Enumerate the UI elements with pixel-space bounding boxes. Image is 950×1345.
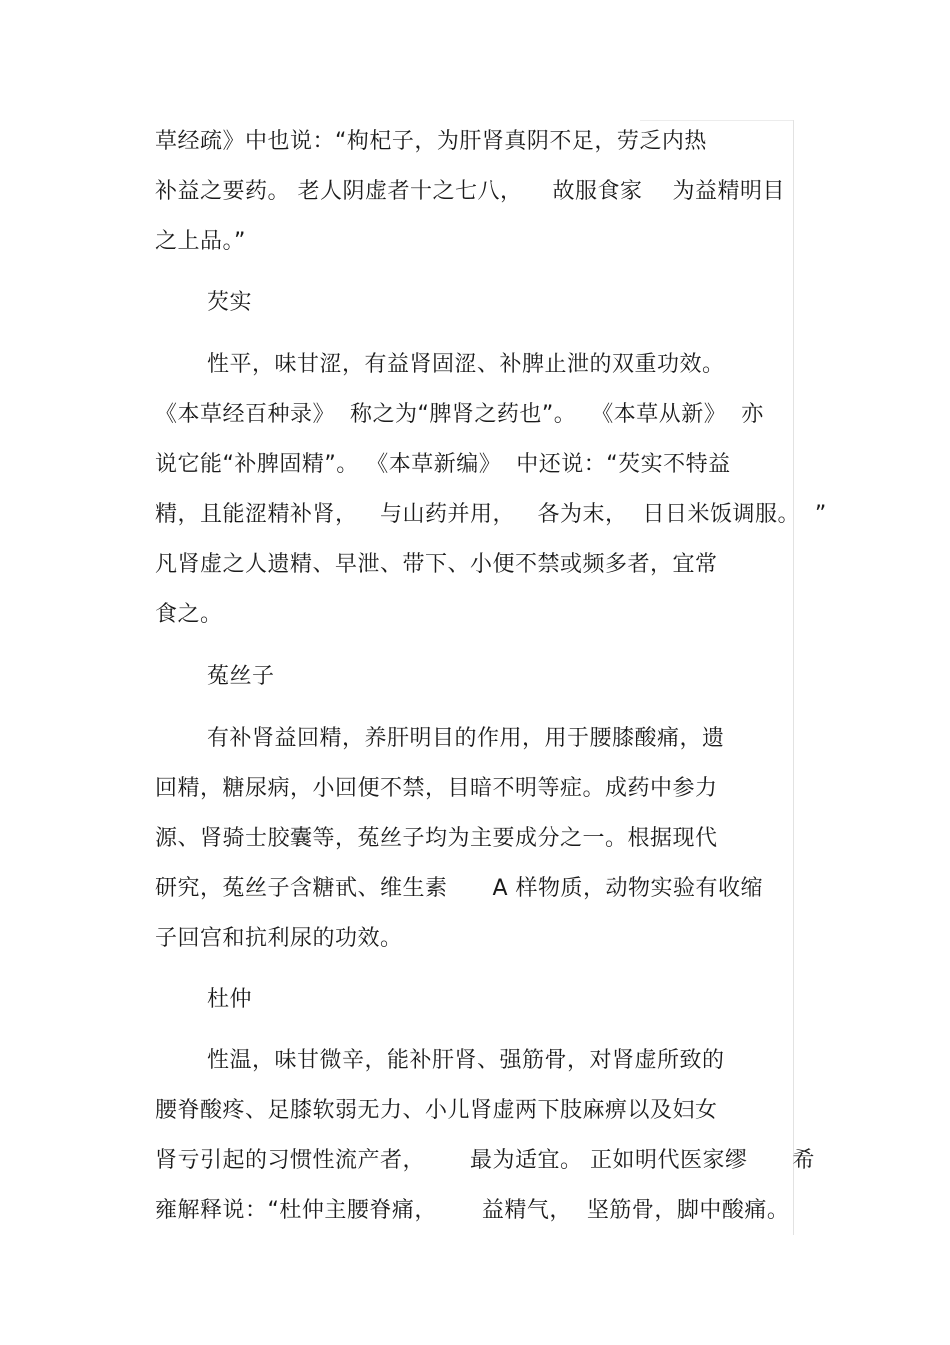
paragraph-line: 凡肾虚之人遗精、早泄、带下、小便不禁或频多者，宜常 <box>155 552 718 577</box>
paragraph-line: 回精，糖尿病，小回便不禁，目暗不明等症。成药中参力 <box>155 776 718 801</box>
paragraph-line: 肾亏引起的习惯性流产者， 最为适宜。 正如明代医家缪 希 <box>155 1148 815 1173</box>
page-border-top <box>640 120 794 121</box>
section-heading: 菟丝子 <box>207 664 275 689</box>
paragraph-line: 有补肾益回精，养肝明目的作用，用于腰膝酸痛，遗 <box>207 726 725 751</box>
section-heading: 芡实 <box>207 290 253 315</box>
paragraph-line: 腰脊酸疼、足膝软弱无力、小儿肾虚两下肢麻痹以及妇女 <box>155 1098 718 1123</box>
paragraph-line: 草经疏》中也说：“枸杞子，为肝肾真阴不足，劳乏内热 <box>155 129 707 154</box>
paragraph-line: 雍解释说：“杜仲主腰脊痛， 益精气， 坚筋骨，脚中酸痛。 <box>155 1198 790 1223</box>
paragraph-line: 研究，菟丝子含糖甙、维生素 A 样物质，动物实验有收缩 <box>155 876 764 901</box>
paragraph-line: 《本草经百种录》 称之为“脾肾之药也”。 《本草从新》 亦 <box>155 402 764 427</box>
paragraph-line: 精，且能涩精补肾， 与山药并用， 各为末， 日日米饭调服。 ” <box>155 502 827 527</box>
paragraph-line: 子回宫和抗利尿的功效。 <box>155 926 403 951</box>
paragraph-line: 说它能“补脾固精”。 《本草新编》 中还说：“芡实不特益 <box>155 452 731 477</box>
paragraph-line: 性温，味甘微辛，能补肝肾、强筋骨，对肾虚所致的 <box>207 1048 725 1073</box>
paragraph-line: 之上品。” <box>155 229 246 254</box>
paragraph-line: 食之。 <box>155 602 223 627</box>
page-border-right <box>793 120 794 1235</box>
paragraph-line: 性平，味甘涩，有益肾固涩、补脾止泄的双重功效。 <box>207 352 725 377</box>
section-heading: 杜仲 <box>207 987 253 1012</box>
paragraph-line: 源、肾骑士胶囊等，菟丝子均为主要成分之一。根据现代 <box>155 826 718 851</box>
paragraph-line: 补益之要药。 老人阴虚者十之七八， 故服食家 为益精明目 <box>155 179 785 204</box>
